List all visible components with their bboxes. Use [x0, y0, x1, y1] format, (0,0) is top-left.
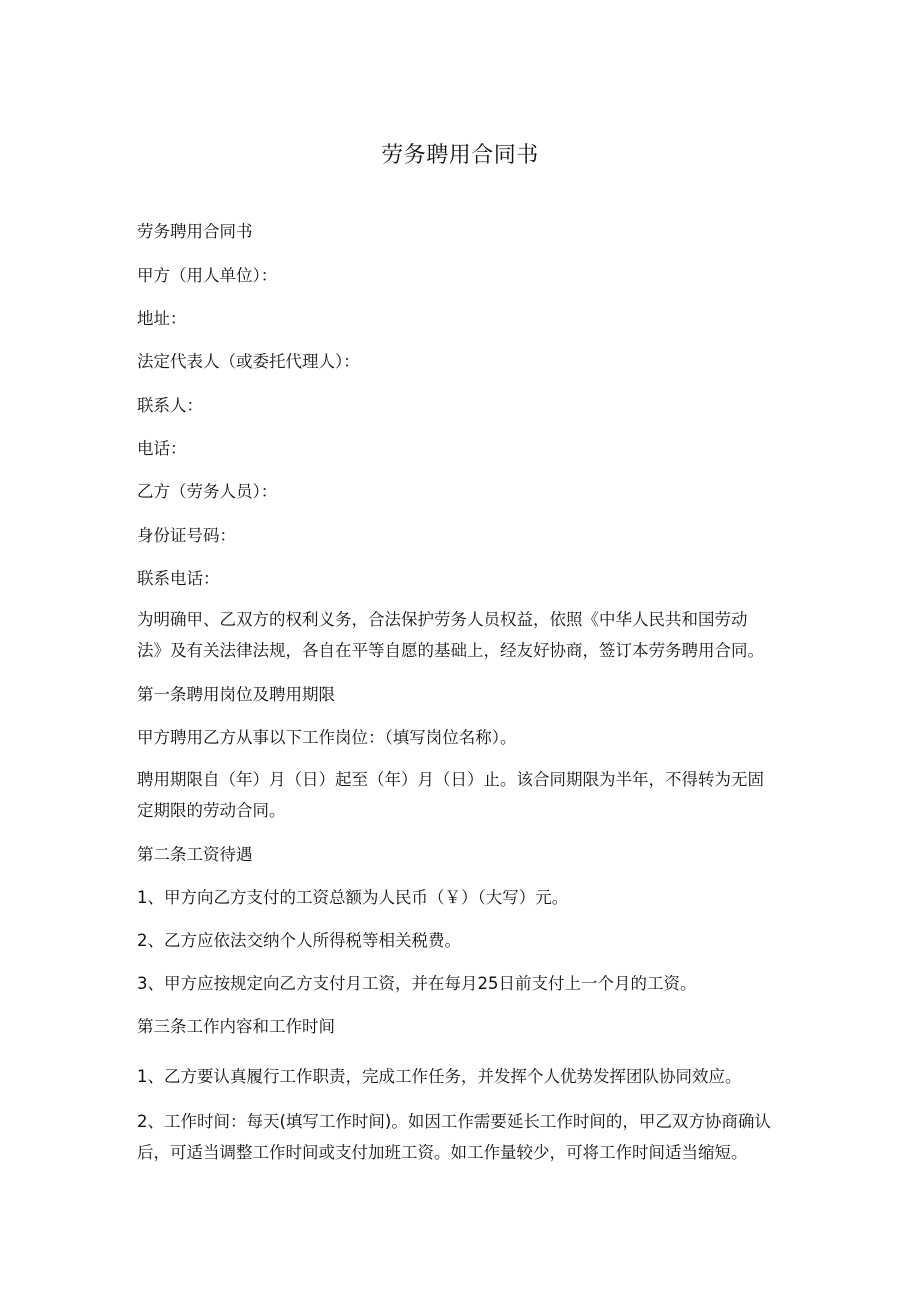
legal-representative-line: 法定代表人（或委托代理人）：	[137, 352, 360, 371]
article-1-term-line: 聘用期限自（年）月（日）起至（年）月（日）止。该合同期限为半年，不得转为无固	[137, 770, 764, 789]
article-1-term-paragraph	[137, 764, 797, 826]
contact-person-line: 联系人：	[137, 396, 203, 415]
article-3-heading: 第三条工作内容和工作时间	[137, 1017, 335, 1036]
article-2-item: 3、甲方应按规定向乙方支付月工资，并在每月25日前支付上一个月的工资。	[137, 974, 697, 993]
document-title: 劳务聘用合同书	[381, 143, 539, 168]
preamble-line: 为明确甲、乙双方的权利义务，合法保护劳务人员权益，依照《中华人民共和国劳动	[137, 610, 748, 629]
article-3-item-2-line: 后，可适当调整工作时间或支付加班工资。如工作量较少，可将工作时间适当缩短。	[137, 1143, 748, 1162]
contract-heading-line: 劳务聘用合同书	[137, 222, 253, 241]
party-b-line: 乙方（劳务人员）：	[137, 482, 278, 501]
contact-phone-line: 联系电话：	[137, 569, 220, 588]
article-2-item: 2、乙方应依法交纳个人所得税等相关税费。	[137, 931, 461, 950]
phone-line: 电话：	[137, 439, 187, 458]
id-number-line: 身份证号码：	[137, 526, 236, 545]
article-2-item: 1、甲方向乙方支付的工资总额为人民币（￥）（大写）元。	[137, 888, 569, 907]
preamble-paragraph	[137, 604, 797, 666]
address-line: 地址：	[137, 309, 187, 328]
article-1-heading: 第一条聘用岗位及聘用期限	[137, 685, 335, 704]
article-3-item-2-paragraph	[137, 1106, 797, 1168]
article-3-item-2-line: 2、工作时间：每天(填写工作时间)。如因工作需要延长工作时间的，甲乙双方协商确认	[137, 1112, 771, 1131]
preamble-line: 法》及有关法律法规，各自在平等自愿的基础上，经友好协商，签订本劳务聘用合同。	[137, 641, 764, 660]
article-3-item: 1、乙方要认真履行工作职责，完成工作任务，并发挥个人优势发挥团队协同效应。	[137, 1067, 742, 1086]
party-a-line: 甲方（用人单位）：	[137, 266, 278, 285]
article-2-heading: 第二条工资待遇	[137, 845, 253, 864]
article-1-term-line: 定期限的劳动合同。	[137, 801, 286, 820]
article-1-position: 甲方聘用乙方从事以下工作岗位：（填写岗位名称）。	[137, 728, 517, 747]
